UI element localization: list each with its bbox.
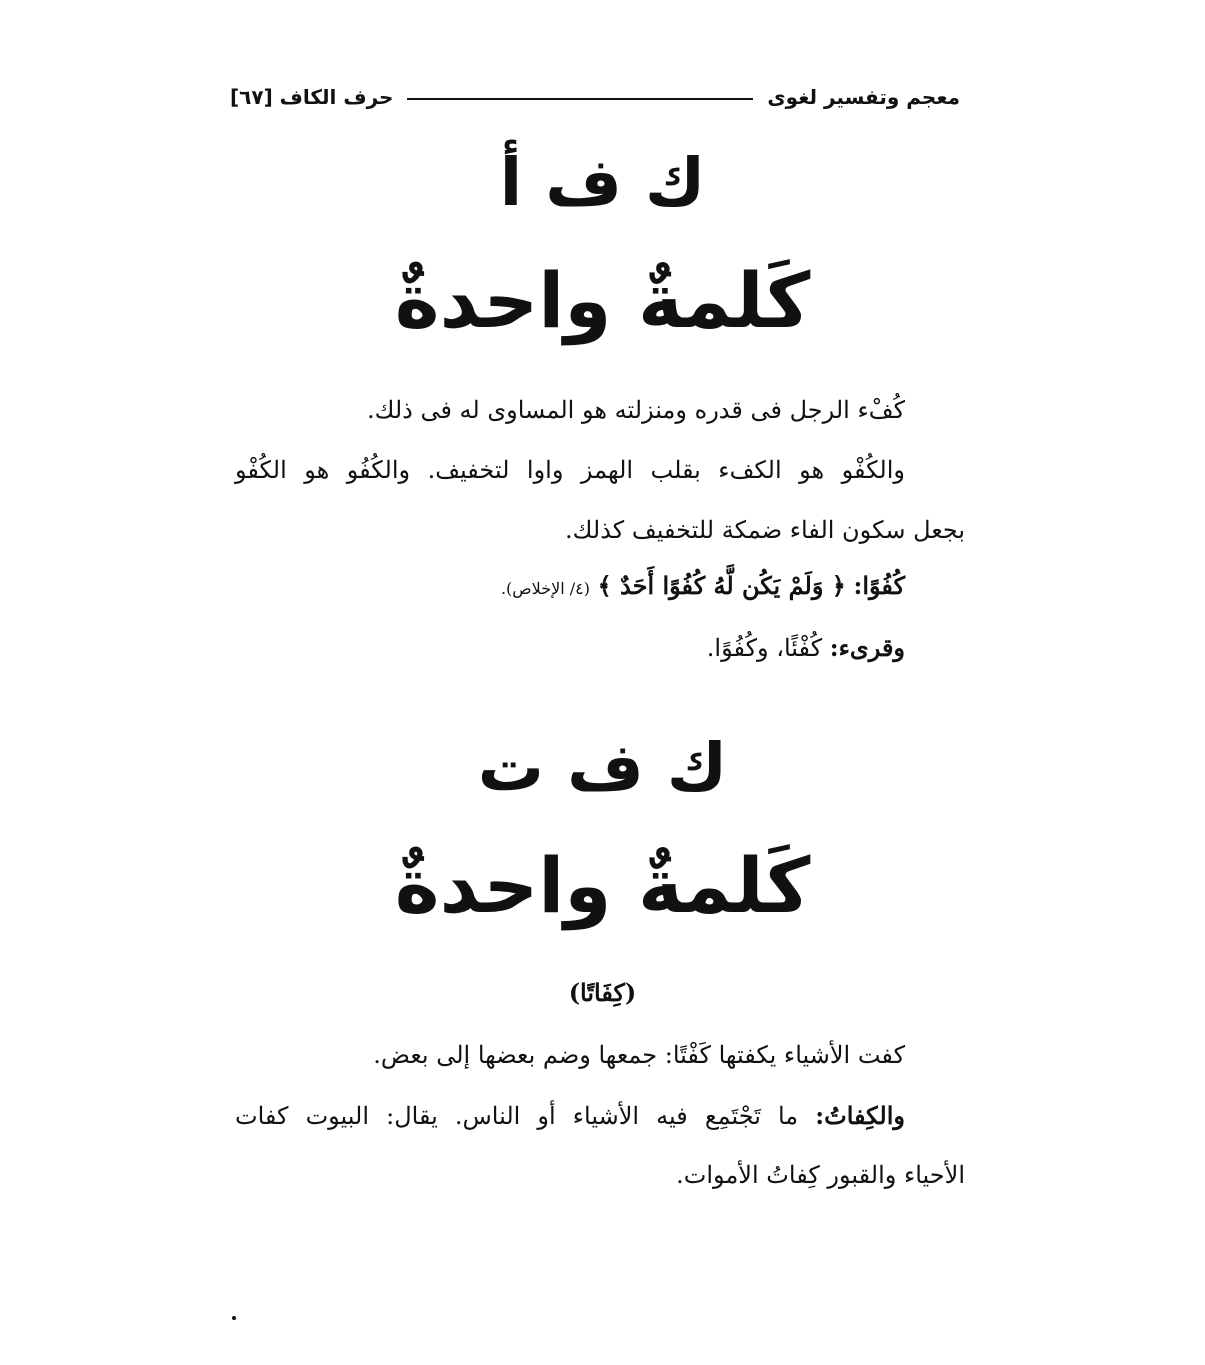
- readings-label: وقرىء:: [829, 633, 905, 662]
- root-heading-2: ك ف ت: [477, 729, 728, 806]
- entry-2-last-line: الأحياء والقبور كِفاتُ الأموات.: [676, 1161, 965, 1189]
- running-header: [230, 80, 960, 114]
- entry-2-def-line: [235, 1100, 905, 1132]
- readings-text: كُفْئًا، وكُفُوًا.: [706, 634, 823, 662]
- quote-term: كُفُوًا:: [853, 571, 905, 600]
- entry-1-line-2: والكُفْو هو الكفء بقلب الهمز واوا لتخفيف. والكُفُو هو الكُفْو: [235, 456, 905, 484]
- headword: (كِفَاتًا): [568, 978, 637, 1007]
- book-title: معجم وتفسير لغوى: [767, 85, 960, 109]
- def-term: والكِفاتُ:: [815, 1101, 905, 1130]
- quran-verse: ﴿ وَلَمْ يَكُن لَّهُ كُفُوًا أَحَدٌ ﴾: [597, 571, 846, 600]
- word-count-heading-2: كَلمةٌ واحدةٌ: [394, 841, 811, 930]
- entry-1-quote-line: [501, 570, 905, 602]
- verse-reference: (٤/ الإخلاص).: [500, 579, 590, 598]
- entry-1-readings-line: [707, 632, 905, 664]
- entry-2-line-1: كفت الأشياء يكفتها كَفْتًا: جمعها وضم بعضها إلى بعض.: [373, 1041, 905, 1069]
- scan-speck: [232, 1316, 236, 1320]
- def-text: ما تَجْتَمِع فيه الأشياء أو الناس. يقال: البيوت كفات: [235, 1102, 799, 1130]
- entry-1-line-1: كُفْء الرجل فى قدره ومنزلته هو المساوى له فى ذلك.: [366, 396, 905, 424]
- section-label: حرف الكاف [٦٧]: [230, 85, 394, 109]
- root-heading-1: ك ف أ: [499, 144, 706, 221]
- header-rule: [407, 98, 753, 100]
- entry-1-line-3: بجعل سكون الفاء ضمكة للتخفيف كذلك.: [565, 516, 965, 544]
- word-count-heading-1: كَلمةٌ واحدةٌ: [394, 256, 811, 345]
